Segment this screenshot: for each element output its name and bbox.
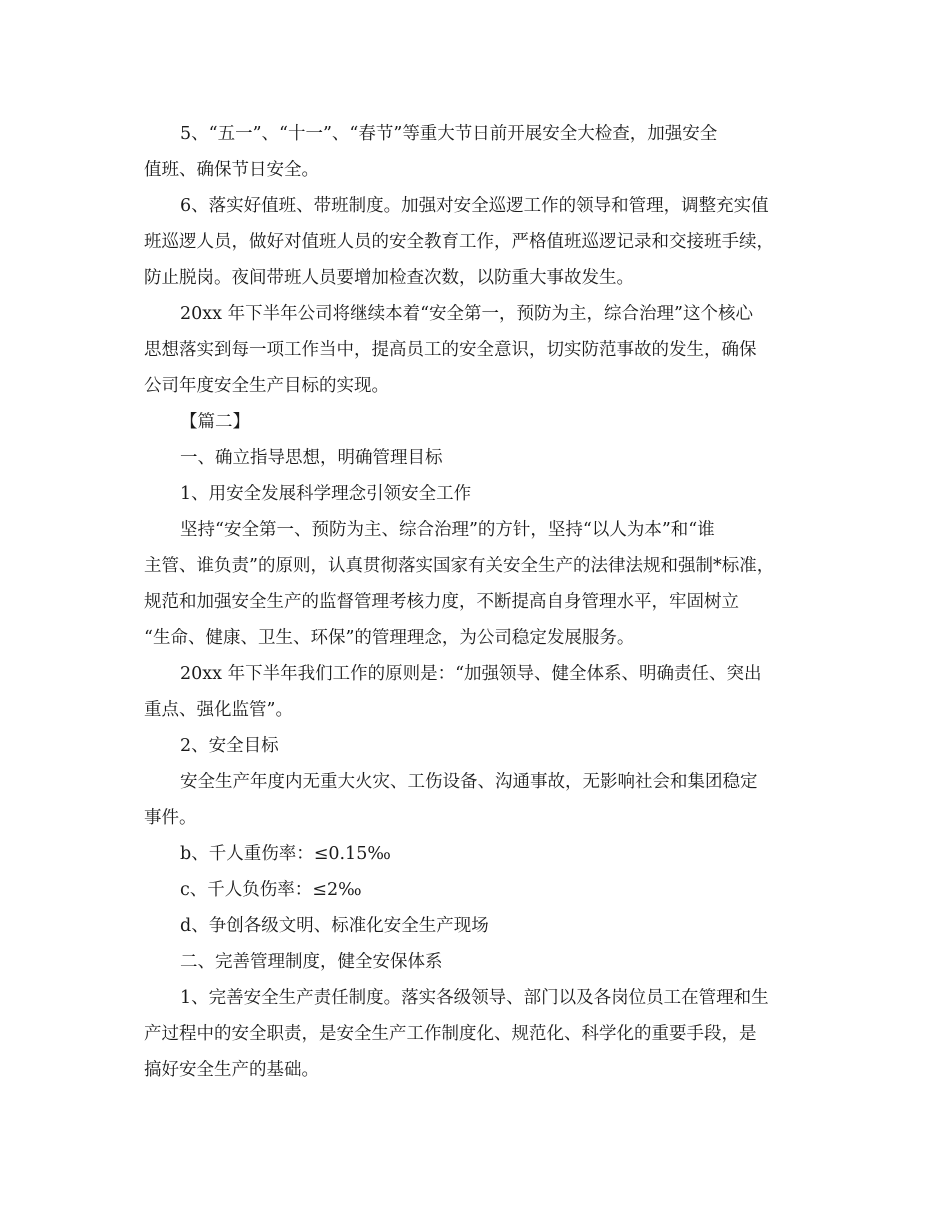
text-line: 思想落实到每一项工作当中，提高员工的安全意识，切实防范事故的发生，确保 bbox=[144, 340, 757, 360]
text-line: 重点、强化监管”。 bbox=[144, 700, 293, 720]
paragraph bbox=[144, 116, 814, 188]
text-line: d、争创各级文明、标准化安全生产现场 bbox=[180, 916, 489, 936]
list-item bbox=[144, 836, 814, 872]
paragraph bbox=[144, 764, 814, 836]
text-line: 20xx 年下半年公司将继续本着“安全第一，预防为主，综合治理”这个核心 bbox=[180, 304, 753, 324]
text-line: c、千人负伤率：≤2‰ bbox=[180, 880, 362, 900]
text-line: 6、落实好值班、带班制度。加强对安全巡逻工作的领导和管理，调整充实值 bbox=[180, 196, 769, 216]
paragraph bbox=[144, 188, 814, 296]
text-line: “生命、健康、卫生、环保”的管理理念，为公司稳定发展服务。 bbox=[144, 628, 635, 648]
text-line: 20xx 年下半年我们工作的原则是：“加强领导、健全体系、明确责任、突出 bbox=[180, 664, 762, 684]
section-heading bbox=[144, 440, 814, 476]
paragraph bbox=[144, 656, 814, 728]
text-line: 班巡逻人员，做好对值班人员的安全教育工作，严格值班巡逻记录和交接班手续， bbox=[144, 232, 774, 252]
text-line: 产过程中的安全职责，是安全生产工作制度化、规范化、科学化的重要手段，是 bbox=[144, 1024, 757, 1044]
text-line: 安全生产年度内无重大火灾、工伤设备、沟通事故，无影响社会和集团稳定 bbox=[180, 772, 758, 792]
document-body bbox=[144, 116, 814, 1088]
text-line: 2、安全目标 bbox=[180, 736, 279, 756]
text-line: 防止脱岗。夜间带班人员要增加检查次数，以防重大事故发生。 bbox=[144, 268, 634, 288]
paragraph bbox=[144, 980, 814, 1088]
text-line: 5、“五一”、“十一”、“春节”等重大节日前开展安全大检查，加强安全 bbox=[180, 124, 718, 144]
paragraph bbox=[144, 296, 814, 404]
text-line: 值班、确保节日安全。 bbox=[144, 160, 319, 180]
text-line: 事件。 bbox=[144, 808, 197, 828]
text-line: 坚持“安全第一、预防为主、综合治理”的方针，坚持“以人为本”和“谁 bbox=[180, 520, 715, 540]
text-line: 【篇二】 bbox=[180, 412, 250, 432]
section-heading bbox=[144, 404, 814, 440]
list-item bbox=[144, 872, 814, 908]
text-line: 公司年度安全生产目标的实现。 bbox=[144, 376, 389, 396]
subsection-heading bbox=[144, 476, 814, 512]
text-line: 搞好安全生产的基础。 bbox=[144, 1060, 319, 1080]
text-line: 规范和加强安全生产的监督管理考核力度，不断提高自身管理水平，牢固树立 bbox=[144, 592, 739, 612]
list-item bbox=[144, 908, 814, 944]
text-line: b、千人重伤率：≤0.15‰ bbox=[180, 844, 391, 864]
section-heading bbox=[144, 944, 814, 980]
text-line: 1、完善安全生产责任制度。落实各级领导、部门以及各岗位员工在管理和生 bbox=[180, 988, 769, 1008]
text-line: 1、用安全发展科学理念引领安全工作 bbox=[180, 484, 472, 504]
text-line: 主管、谁负责”的原则，认真贯彻落实国家有关安全生产的法律法规和强制*标准， bbox=[144, 556, 775, 576]
text-line: 二、完善管理制度，健全安保体系 bbox=[180, 952, 443, 972]
paragraph bbox=[144, 512, 814, 656]
text-line: 一、确立指导思想，明确管理目标 bbox=[180, 448, 443, 468]
subsection-heading bbox=[144, 728, 814, 764]
